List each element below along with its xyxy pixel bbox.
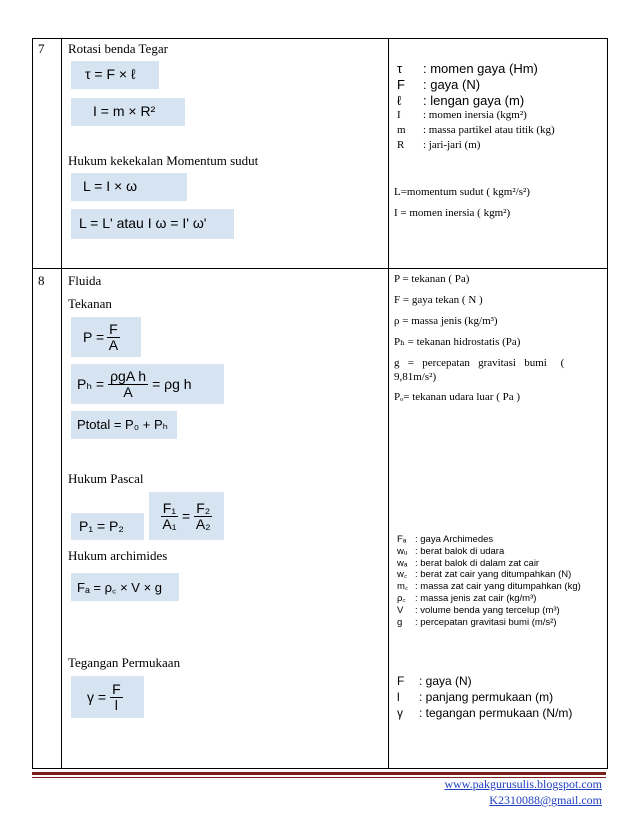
archimedes-equation: Fₐ = ρ꜀ × V × g [71, 573, 179, 601]
definition-line: Pₒ= tekanan udara luar ( Pa ) [394, 391, 521, 403]
def-row [397, 139, 602, 154]
fraction [161, 501, 178, 532]
eq-lhs: γ = [87, 689, 107, 705]
def-row [397, 605, 607, 617]
pressure-definition-list [394, 272, 604, 404]
def-row [397, 617, 607, 629]
def-desc: : gaya Archimedes [415, 534, 494, 545]
denominator: A [108, 336, 119, 353]
def-symbol: wᵤ [397, 545, 408, 557]
def-desc: : massa jenis zat cair (kg/m³) [415, 592, 537, 604]
eq-lhs: P = [83, 329, 105, 345]
hydrostatic-pressure-equation [71, 364, 224, 404]
def-desc: : massa partikel atau titik (kg) [423, 124, 555, 136]
email-link[interactable]: K2310088@gmail.com [489, 793, 602, 807]
def-symbol: Fₐ [397, 534, 407, 545]
numerator: F₂ [196, 499, 211, 516]
def-desc: : massa zat cair yang ditumpahkan (kg) [415, 581, 581, 593]
total-pressure-equation: Ptotal = P₀ + Pₕ [71, 411, 177, 439]
def-symbol: I [397, 109, 401, 121]
numerator: F [112, 680, 121, 697]
def-symbol: τ [397, 61, 403, 76]
def-row [397, 558, 607, 570]
def-symbol: R [397, 139, 405, 151]
def-symbol: F [397, 674, 405, 688]
row-divider [32, 268, 608, 269]
def-row [397, 93, 602, 109]
row-number-8: 8 [38, 273, 45, 288]
denominator: A [123, 383, 133, 400]
def-desc: : lengan gaya (m) [423, 93, 525, 108]
denominator: A₁ [162, 515, 177, 532]
def-row [397, 674, 607, 690]
table-right-border [607, 38, 608, 769]
numerator: ρgA h [110, 367, 147, 384]
row8-title: Fluida [68, 273, 102, 288]
column-divider-2 [388, 38, 389, 769]
surface-tension-equation [71, 676, 144, 718]
torque-equation: τ = F × ℓ [71, 61, 159, 89]
def-desc: : jari-jari (m) [423, 139, 481, 151]
equals-sign: = [182, 508, 191, 524]
definition-line: ρ = massa jenis (kg/m³) [394, 315, 498, 327]
def-symbol: wₐ [397, 557, 408, 569]
def-symbol: ρ꜀ [397, 592, 406, 604]
def-desc: : momen gaya (Hm) [423, 61, 538, 76]
denominator: l [114, 696, 118, 713]
row7-subtitle: Hukum kekekalan Momentum sudut [68, 153, 259, 168]
numerator: F₁ [162, 499, 177, 516]
footer-links [444, 776, 602, 808]
def-symbol: l [397, 690, 400, 704]
def-symbol: g [397, 616, 403, 628]
eq-lhs: Pₕ = [77, 375, 105, 392]
definition-line: P = tekanan ( Pa) [394, 273, 470, 285]
def-row [397, 534, 607, 546]
row7-definition-list [397, 61, 602, 154]
pressure-equation [71, 317, 141, 357]
def-row [397, 109, 602, 124]
pascal-force-equation [149, 492, 224, 540]
def-desc: : berat balok di dalam zat cair [415, 557, 540, 569]
definition-line: Pₕ = tekanan hidrostatis (Pa) [394, 336, 521, 348]
footer-rule-thick [32, 772, 606, 775]
denominator: A₂ [195, 515, 211, 532]
def-desc: : volume benda yang tercelup (m³) [415, 604, 560, 616]
surface-tension-definition-list [397, 674, 607, 722]
website-link[interactable]: www.pakgurusulis.blogspot.com [444, 777, 602, 791]
angular-momentum-equation: L = I × ω [71, 173, 187, 201]
numerator: F [109, 320, 118, 337]
def-moment-of-inertia: I = momen inersia ( kgm²) [394, 207, 511, 219]
inertia-equation: I = m × R² [71, 98, 185, 126]
def-desc: : percepatan gravitasi bumi (m/s²) [415, 616, 557, 628]
def-row [397, 77, 602, 93]
def-row [397, 706, 607, 722]
def-row [397, 124, 602, 139]
table-top-border [32, 38, 608, 39]
row7-title: Rotasi benda Tegar [68, 41, 168, 56]
def-desc: : panjang permukaan (m) [419, 690, 554, 704]
def-symbol: V [397, 604, 404, 616]
fraction [107, 322, 120, 353]
def-symbol: F [397, 77, 405, 92]
fraction [110, 682, 123, 713]
fraction [108, 369, 148, 400]
pascal-pressure-equation: P₁ = P₂ [71, 513, 144, 540]
def-desc: : tegangan permukaan (N/m) [419, 706, 573, 720]
archimedes-definition-list [397, 534, 607, 628]
def-row [397, 569, 607, 581]
def-angular-momentum: L=momentum sudut ( kgm²/s²) [394, 186, 530, 198]
table-left-border [32, 38, 33, 769]
def-desc: : gaya (N) [423, 77, 481, 92]
def-row [397, 690, 607, 706]
def-symbol: w꜀ [397, 569, 408, 581]
conservation-equation: L = L' atau I ω = I' ω' [71, 209, 234, 239]
row-number-7: 7 [38, 41, 45, 56]
pascal-heading: Hukum Pascal [68, 471, 144, 486]
def-desc: : berat balok di udara [415, 545, 505, 557]
surface-tension-heading: Tegangan Permukaan [68, 655, 181, 670]
definition-line: F = gaya tekan ( N ) [394, 294, 483, 306]
pressure-heading: Tekanan [68, 296, 112, 311]
def-row [397, 546, 607, 558]
def-desc: : berat zat cair yang ditumpahkan (N) [415, 569, 572, 581]
def-desc: : gaya (N) [419, 674, 472, 688]
def-row [397, 581, 607, 593]
eq-rhs: = ρg h [152, 376, 192, 392]
archimedes-heading: Hukum archimides [68, 548, 168, 563]
def-symbol: γ [397, 706, 403, 720]
def-row [397, 61, 602, 77]
def-symbol: m꜀ [397, 581, 409, 593]
column-divider-1 [61, 38, 62, 769]
definition-line: 9,81m/s²) [394, 371, 437, 383]
def-symbol: ℓ [397, 93, 402, 108]
def-desc: : momen inersia (kgm²) [423, 109, 527, 121]
table-bottom-border [32, 768, 608, 769]
def-symbol: m [397, 124, 406, 136]
def-row [397, 593, 607, 605]
definition-line: g = percepatan gravitasi bumi ( [394, 357, 565, 369]
fraction [194, 501, 212, 532]
